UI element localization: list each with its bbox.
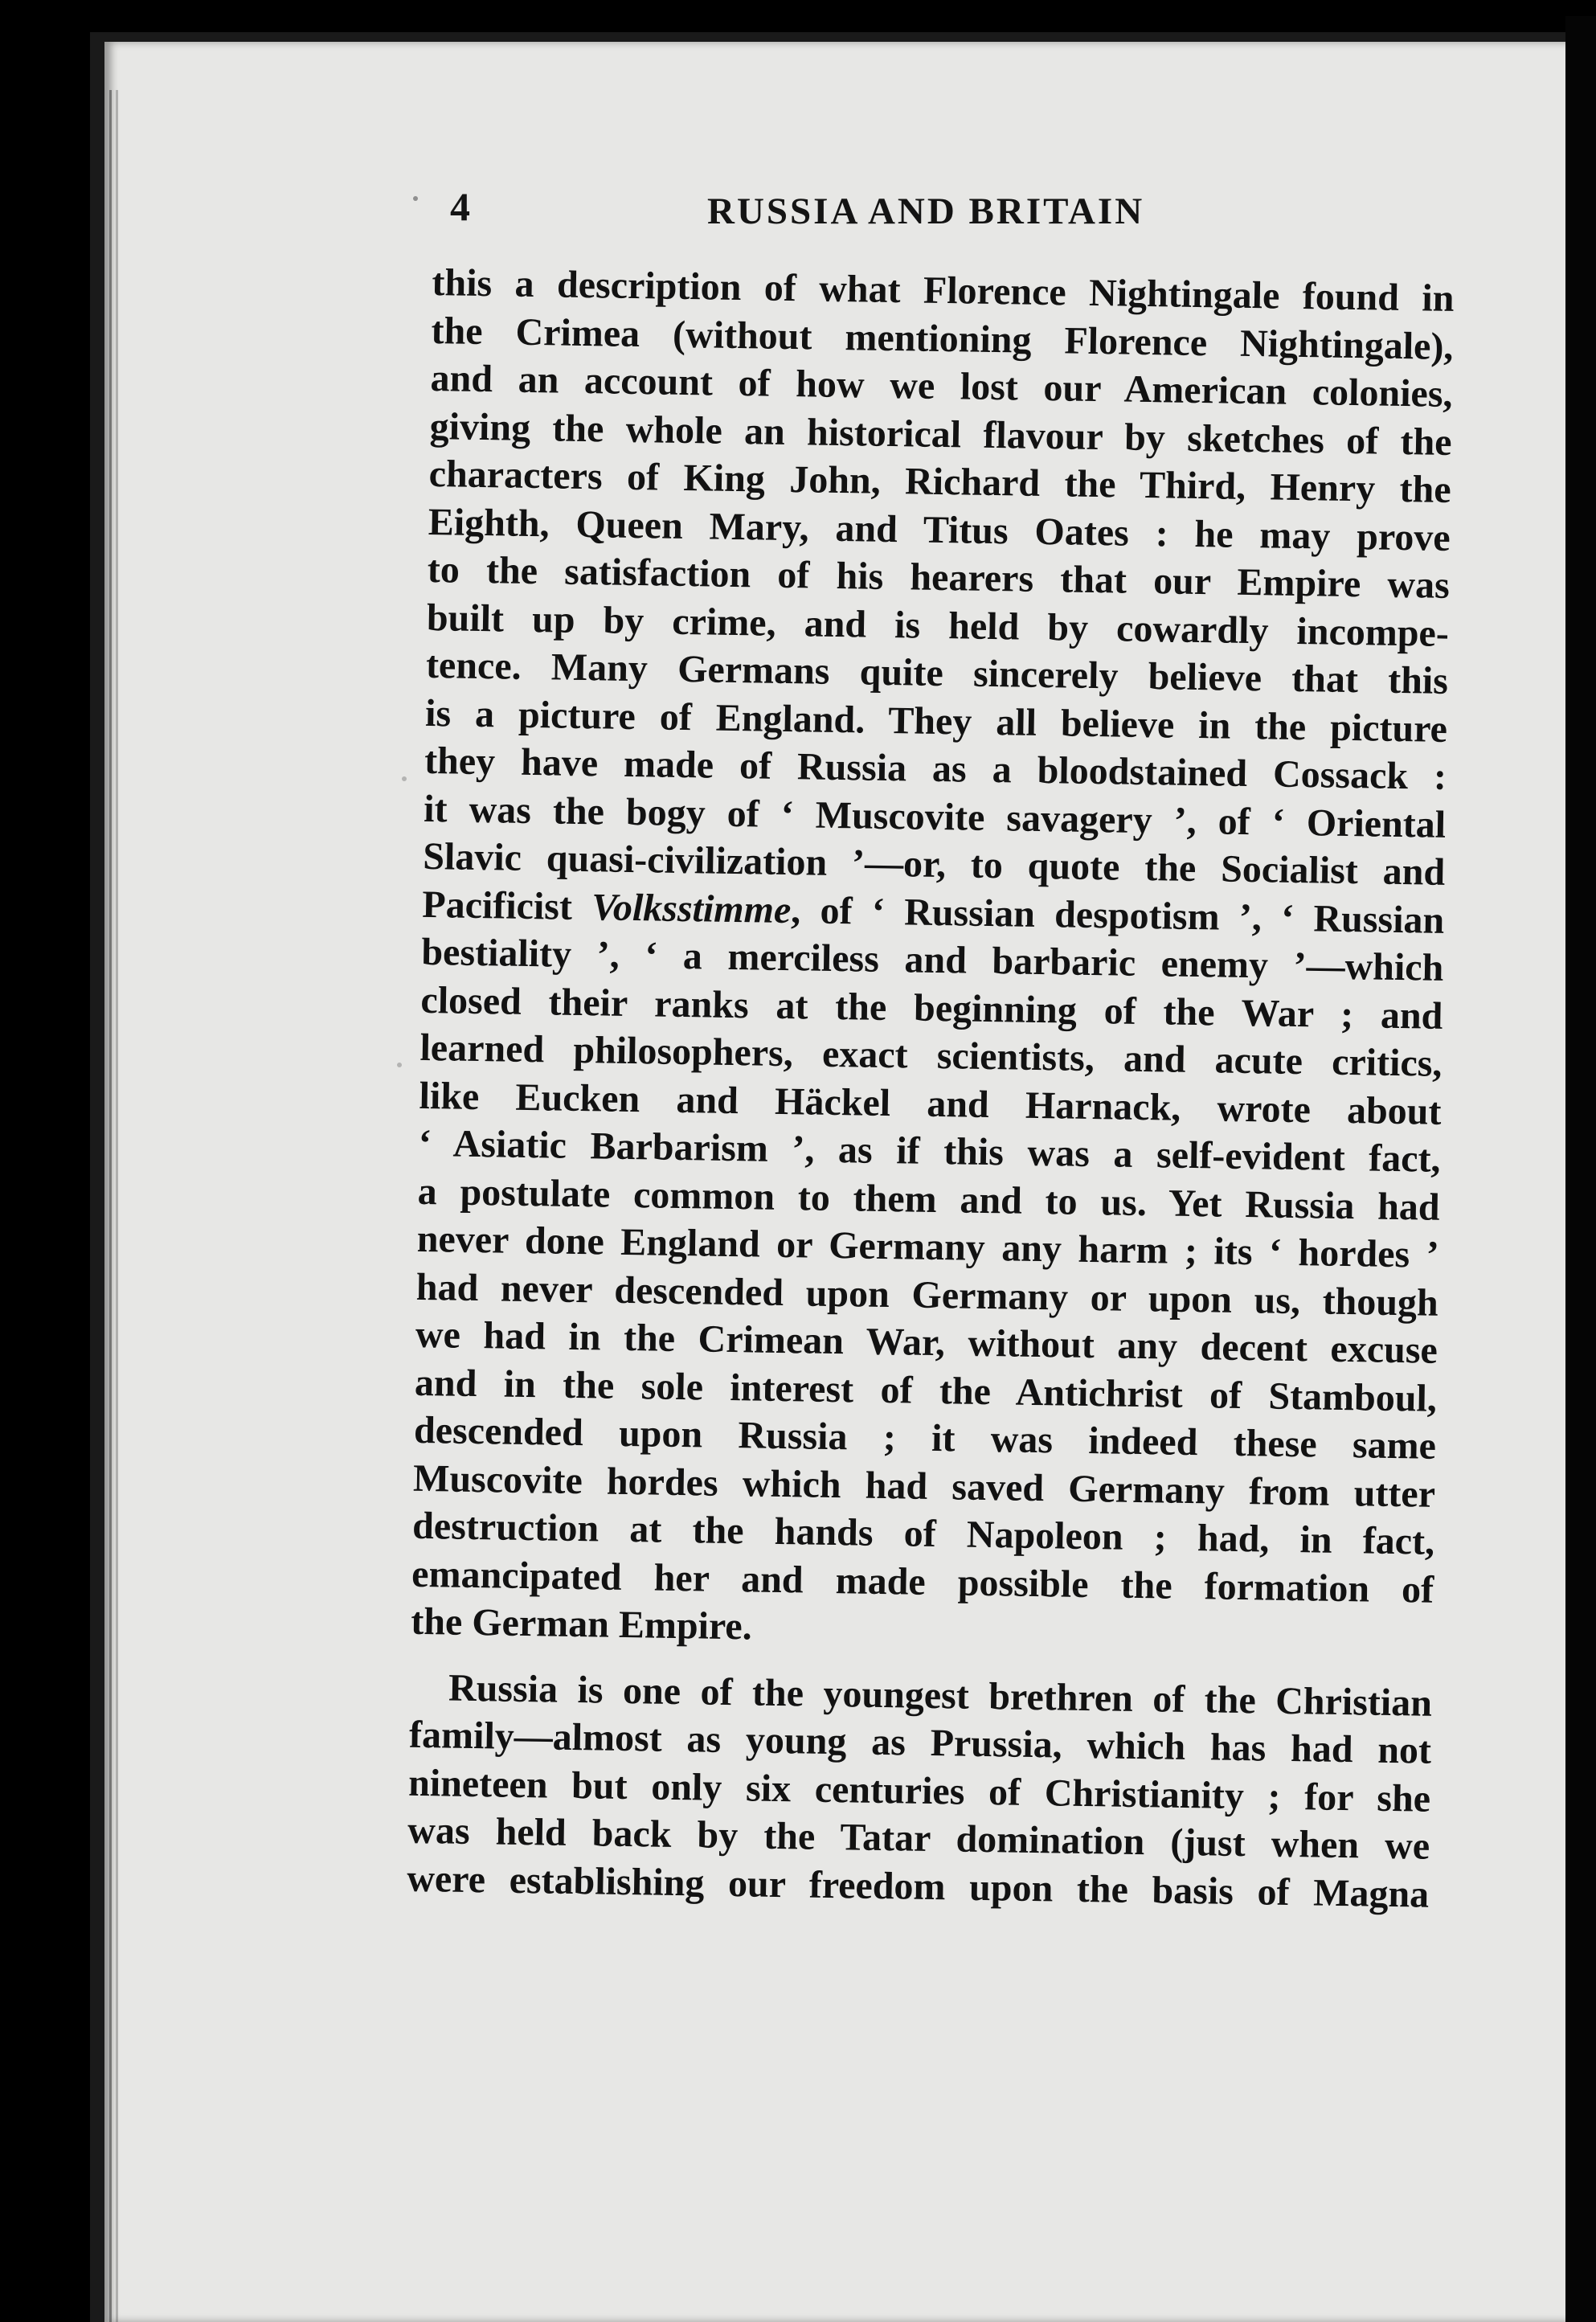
text-line: the German Empire.	[410, 1599, 753, 1648]
text-line: bestiality ’, ‘ a merciless and barbaric enemy ’—which	[421, 930, 1444, 989]
running-head: RUSSIA AND BRITAIN	[707, 190, 1145, 232]
scan-speck	[413, 196, 418, 201]
text-line: the Crimea (without mentioning Florence Nightingale),	[431, 309, 1454, 368]
body-text	[407, 259, 1455, 1919]
text-line: Russia is one of the youngest brethren of the Christian	[448, 1666, 1433, 1725]
page-number: 4	[450, 184, 470, 229]
text-line: descended upon Russia ; it was indeed these same	[413, 1408, 1437, 1468]
text-line: a postulate common to them and to us. Yet Russia had	[417, 1169, 1441, 1229]
page-edge-line	[116, 90, 118, 2322]
text-line: and an account of how we lost our American colonies,	[430, 356, 1453, 416]
text-line: giving the whole an historical flavour by sketches of the	[429, 404, 1452, 464]
page-header	[450, 183, 1543, 248]
text-line: like Eucken and Häckel and Harnack, wrote about	[419, 1074, 1442, 1133]
scan-right-border	[1565, 16, 1596, 2322]
text-line: was held back by the Tatar domination (just when we	[407, 1808, 1430, 1868]
text-line: Muscovite hordes which had saved Germany from utter	[412, 1456, 1436, 1516]
text-line: and in the sole interest of the Antichrist of Stamboul,	[414, 1361, 1438, 1420]
text-line: we had in the Crimean War, without any decent excuse	[415, 1313, 1438, 1372]
text-line: to the satisfaction of his hearers that our Empire was	[427, 547, 1451, 607]
text-line: closed their ranks at the beginning of the War ; and	[420, 978, 1443, 1038]
text-line: nineteen but only six centuries of Christianity ; for she	[407, 1761, 1431, 1820]
text-line: Pacificist Volksstimme, of ‘ Russian despotism ’, ‘ Russian	[421, 883, 1445, 942]
text-line: it was the bogy of ‘ Muscovite savagery ’, of ‘ Oriental	[423, 787, 1447, 846]
text-line: emancipated her and made possible the formation of	[411, 1552, 1434, 1611]
page-edge-line	[109, 90, 112, 2322]
text-line: never done England or Germany any harm ; its ‘ hordes ’	[416, 1217, 1440, 1276]
paragraph-2	[407, 1663, 1433, 1918]
scan-speck	[397, 1063, 402, 1067]
text-line: built up by crime, and is held by cowardly incompe-	[426, 596, 1450, 655]
text-line: destruction at the hands of Napoleon ; had, in fact,	[411, 1504, 1435, 1563]
scan-speck	[402, 776, 407, 781]
text-line: characters of King John, Richard the Third, Henry the	[428, 452, 1452, 511]
text-line: they have made of Russia as a bloodstained Cossack :	[424, 739, 1447, 798]
text-line: this a description of what Florence Nightingale found in	[432, 260, 1455, 320]
text-line: is a picture of England. They all believe in the picture	[424, 691, 1448, 751]
text-line: Slavic quasi-civilization ’—or, to quote the Socialist and	[422, 834, 1446, 894]
text-line: were establishing our freedom upon the basis of Magna	[406, 1857, 1430, 1916]
text-line: learned philosophers, exact scientists, and acute critics,	[419, 1026, 1443, 1085]
scan-top-border	[0, 0, 1596, 34]
text-line: family—almost as young as Prussia, which has had not	[408, 1713, 1432, 1772]
text-line: had never descended upon Germany or upon us, though	[415, 1265, 1439, 1325]
text-line: Eighth, Queen Mary, and Titus Oates : he may prove	[428, 500, 1451, 559]
text-line: tence. Many Germans quite sincerely believe that this	[425, 643, 1449, 702]
paragraph-1	[411, 259, 1455, 1661]
text-line: ‘ Asiatic Barbarism ’, as if this was a self-evident fact,	[418, 1121, 1441, 1181]
italic-title: Volksstimme	[591, 885, 792, 932]
